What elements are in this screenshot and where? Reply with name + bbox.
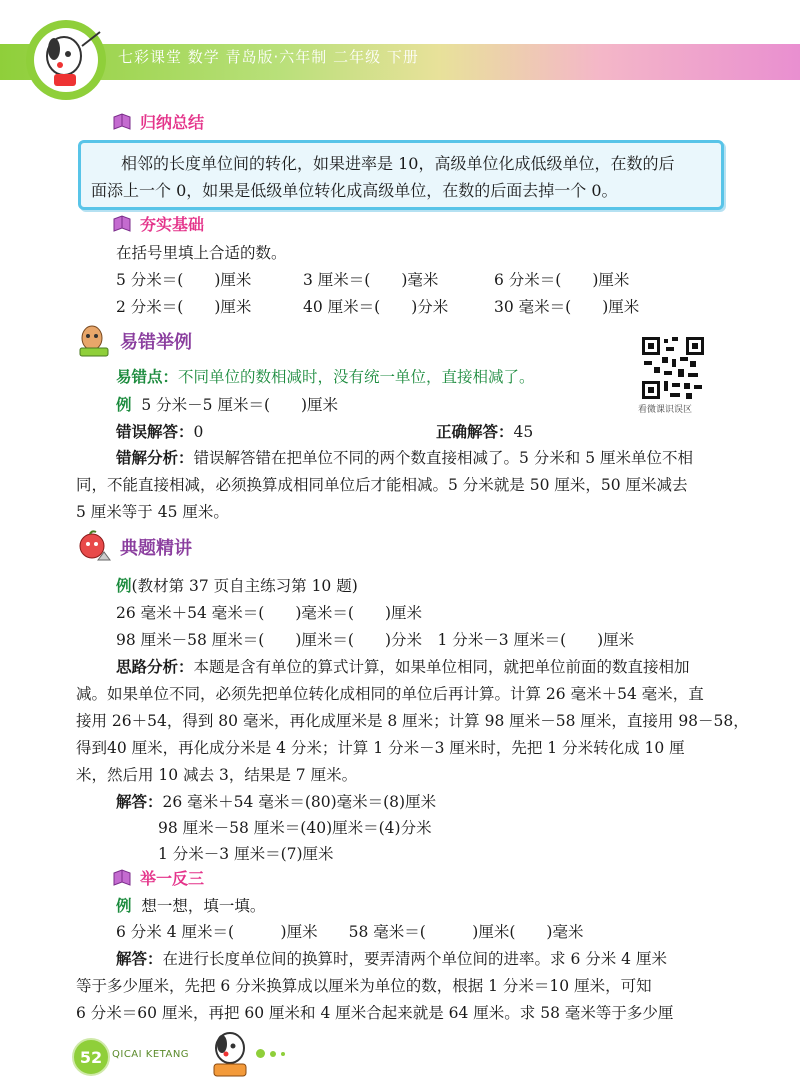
page-number: 52: [72, 1038, 110, 1076]
errors-section-header: [76, 324, 192, 358]
errors-heading: 易错举例: [120, 332, 192, 353]
classic-idea-text-1: 本题是含有单位的算式计算，如果单位相同，就把单位前面的数直接相加: [193, 658, 690, 676]
basics-q2: 3 厘米＝( )毫米: [303, 271, 439, 289]
classic-q1: 26 毫米＋54 毫米＝( )毫米＝( )厘米: [116, 604, 422, 622]
character-icon: [76, 324, 112, 358]
extend-answer-1: [116, 947, 667, 969]
book-icon: [112, 113, 132, 131]
classic-q2: 98 厘米－58 厘米＝( )厘米＝( )分米 1 分米－3 厘米＝( )厘米: [116, 631, 635, 649]
character-icon: [76, 530, 112, 564]
summary-box: [78, 140, 724, 210]
errors-right: [436, 420, 533, 442]
qr-caption: 看微课识误区: [638, 405, 693, 415]
errors-wrong-label: 错误解答：: [116, 423, 194, 441]
footer-brand: QICAI KETANG: [112, 1049, 190, 1060]
errors-point-text: 不同单位的数相减时，没有统一单位，直接相减了。: [178, 368, 535, 386]
basics-heading: 夯实基础: [140, 215, 205, 234]
errors-example-text: 5 分米－5 厘米＝( )厘米: [141, 396, 339, 414]
basics-q5: 40 厘米＝( )分米: [303, 298, 449, 316]
basics-q4: 2 分米＝( )厘米: [116, 298, 252, 316]
book-icon: [112, 215, 132, 233]
classic-answer-3: 1 分米－3 厘米＝(7)厘米: [158, 845, 334, 863]
footer-dot: [281, 1052, 285, 1056]
classic-answer-2: 98 厘米－58 厘米＝(40)厘米＝(4)分米: [158, 819, 432, 837]
errors-right-value: 45: [513, 423, 534, 441]
classic-example-source: (教材第 37 页自主练习第 10 题): [131, 577, 358, 595]
classic-idea-1: [116, 655, 690, 677]
classic-answer-label: 解答：: [116, 793, 163, 811]
extend-answer-label: 解答：: [116, 950, 163, 968]
classic-answer-1: [116, 790, 436, 812]
errors-point: [116, 365, 535, 387]
classic-idea-label: 思路分析：: [116, 658, 194, 676]
errors-example-label: 例: [116, 396, 132, 414]
summary-line-1: 相邻的长度单位间的转化，如果进率是 10，高级单位化成低级单位，在数的后: [121, 154, 675, 173]
extend-answer-3: 6 分米＝60 厘米，再把 60 厘米和 4 厘米合起来就是 64 厘米。求 58 毫米等于多少厘: [76, 1004, 674, 1022]
errors-analysis-2: 同，不能直接相减，必须换算成相同单位后才能相减。5 分米就是 50 厘米，50 厘米减去: [76, 476, 688, 494]
mascot-icon: [20, 16, 118, 102]
classic-idea-5: 米，然后用 10 减去 3，结果是 7 厘米。: [76, 766, 358, 784]
header-title: 七彩课堂 数学 青岛版·六年制 二年级 下册: [118, 48, 419, 66]
extend-answer-text-1: 在进行长度单位间的换算时，要弄清两个单位间的进率。求 6 分米 4 厘米: [162, 950, 667, 968]
basics-section-header: [112, 212, 204, 235]
errors-analysis-3: 5 厘米等于 45 厘米。: [76, 503, 229, 521]
classic-idea-4: 得到40 厘米，再化成分米是 4 分米；计算 1 分米－3 厘米时，先把 1 分米转化成 10 厘: [76, 739, 685, 757]
basics-q1: 5 分米＝( )厘米: [116, 271, 252, 289]
extend-heading: 举一反三: [140, 869, 205, 888]
summary-section-header: [112, 110, 204, 133]
classic-idea-2: 减。如果单位不同，必须先把单位转化成相同的单位后再计算。计算 26 毫米＋54 毫米，直: [76, 685, 704, 703]
footer-dot: [256, 1049, 265, 1058]
errors-wrong: [116, 420, 203, 442]
errors-point-label: 易错点：: [116, 368, 179, 386]
basics-q6: 30 毫米＝( )厘米: [494, 298, 640, 316]
qr-code-icon: [640, 335, 706, 401]
errors-example: [116, 393, 338, 415]
extend-example-label: 例: [116, 897, 132, 915]
errors-analysis-text-1: 错误解答错在把单位不同的两个数直接相减了。5 分米和 5 厘米单位不相: [193, 449, 694, 467]
book-icon: [112, 869, 132, 887]
classic-example-label: 例: [116, 577, 132, 595]
classic-idea-3: 接用 26＋54，得到 80 毫米，再化成厘米是 8 厘米；计算 98 厘米－58 厘米，直接用 98－58，: [76, 712, 749, 730]
basics-q3: 6 分米＝( )厘米: [494, 271, 630, 289]
mascot-footer-icon: [206, 1030, 252, 1080]
summary-line-2: 面添上一个 0，如果是低级单位转化成高级单位，在数的后面去掉一个 0。: [91, 181, 618, 200]
summary-heading: 归纳总结: [140, 113, 205, 132]
classic-section-header: [76, 530, 192, 564]
classic-answer-text-1: 26 毫米＋54 毫米＝(80)毫米＝(8)厘米: [162, 793, 437, 811]
errors-right-label: 正确解答：: [436, 423, 514, 441]
errors-analysis-1: [116, 446, 693, 468]
extend-section-header: [112, 866, 204, 889]
classic-example: [116, 574, 358, 596]
basics-instruction: 在括号里填上合适的数。: [116, 244, 287, 262]
extend-example: [116, 894, 265, 916]
extend-question: 6 分米 4 厘米＝( )厘米 58 毫米＝( )厘米( )毫米: [116, 923, 584, 941]
extend-answer-2: 等于多少厘米，先把 6 分米换算成以厘米为单位的数，根据 1 分米＝10 厘米，可知: [76, 977, 652, 995]
extend-example-text: 想一想，填一填。: [141, 897, 266, 915]
errors-analysis-label: 错解分析：: [116, 449, 194, 467]
errors-wrong-value: 0: [193, 423, 204, 441]
classic-heading: 典题精讲: [120, 538, 192, 559]
footer-dot: [270, 1051, 276, 1057]
